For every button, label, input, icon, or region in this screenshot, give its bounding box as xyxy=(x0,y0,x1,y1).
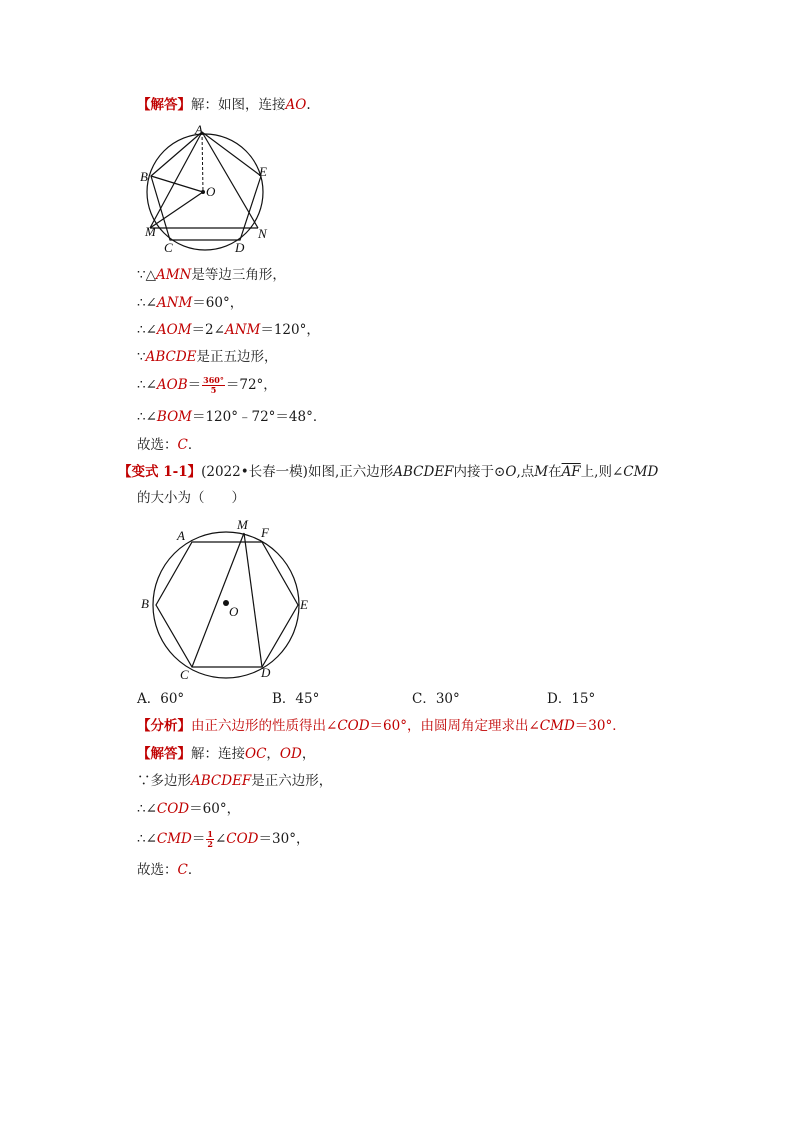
solution2-line3: ∴∠CMD＝ $\frac{1}{2}$ ∠COD＝30°， xyxy=(137,829,310,849)
choice-b[interactable]: B．45° xyxy=(272,691,320,707)
step1-line1: ∵△AMN是等边三角形， xyxy=(137,267,286,283)
fig1-label-A: A xyxy=(195,122,203,137)
fig1-label-E: E xyxy=(259,164,267,179)
step1-line5: ∴∠AOB＝ $\frac{360^\circ}{5}$ ＝72°， xyxy=(137,375,277,395)
step1-line3: ∴∠AOM＝2∠ANM＝120°， xyxy=(137,322,320,338)
solution2-tag: 【解答】 xyxy=(137,746,191,762)
fig2-label-F: F xyxy=(261,525,269,540)
step1-line2: ∴∠ANM＝60°， xyxy=(137,295,244,311)
solution1-intro: 【解答】解：如图，连接AO. xyxy=(137,97,311,113)
fig2-label-B: B xyxy=(141,596,149,611)
analysis-line: 【分析】由正六边形的性质得出∠COD＝60°，由圆周角定理求出∠CMD＝30°． xyxy=(137,718,626,734)
fig2-label-M: M xyxy=(237,517,248,532)
step1-answer: 故选：C． xyxy=(137,437,202,453)
fig1-label-N: N xyxy=(258,226,267,241)
analysis-tag: 【分析】 xyxy=(137,718,191,734)
choice-a[interactable]: A．60° xyxy=(137,691,185,707)
fig1-label-C: C xyxy=(164,240,173,255)
arc-af: $\overline{AF}$ xyxy=(561,464,581,480)
solution1-tag: 【解答】 xyxy=(137,97,191,113)
fig2-label-A: A xyxy=(177,528,185,543)
fig2-label-C: C xyxy=(180,667,189,682)
figure1-pentagon-diagram xyxy=(137,120,287,260)
fig2-label-E: E xyxy=(300,597,308,612)
fig2-label-O: O xyxy=(229,604,239,619)
solution2-intro: 【解答】解：连接OC，OD， xyxy=(137,746,316,762)
variant-tag: 【变式 1-1】 xyxy=(118,464,202,480)
solution2-line2: ∴∠COD＝60°， xyxy=(137,801,241,817)
step1-line6: ∴∠BOM＝120°﹣72°＝48°． xyxy=(137,409,327,425)
step1-line4: ∵ABCDE是正五边形， xyxy=(137,349,278,365)
fig1-label-O: O xyxy=(206,184,216,199)
fig1-label-B: B xyxy=(140,169,148,184)
fraction-1-over-2: $\frac{1}{2}$ xyxy=(207,829,213,849)
fraction-360-over-5: $\frac{360^\circ}{5}$ xyxy=(203,375,224,395)
variant-question-line1: 【变式 1-1】(2022•长春一模)如图,正六边形ABCDEF内接于⊙O,点M在$\overline{AF}$上,则∠CMD xyxy=(118,464,659,480)
variant-question-line2: 的大小为（ ） xyxy=(137,490,245,506)
choice-d[interactable]: D．15° xyxy=(547,691,596,707)
solution2-line1: ∵多边形ABCDEF是正六边形， xyxy=(137,773,333,789)
figure2-hexagon-diagram xyxy=(137,514,322,684)
fig1-label-M: M xyxy=(145,224,156,239)
fig2-label-D: D xyxy=(261,665,271,680)
fig1-label-D: D xyxy=(235,240,245,255)
solution2-answer: 故选：C． xyxy=(137,862,202,878)
choice-c[interactable]: C．30° xyxy=(412,691,460,707)
